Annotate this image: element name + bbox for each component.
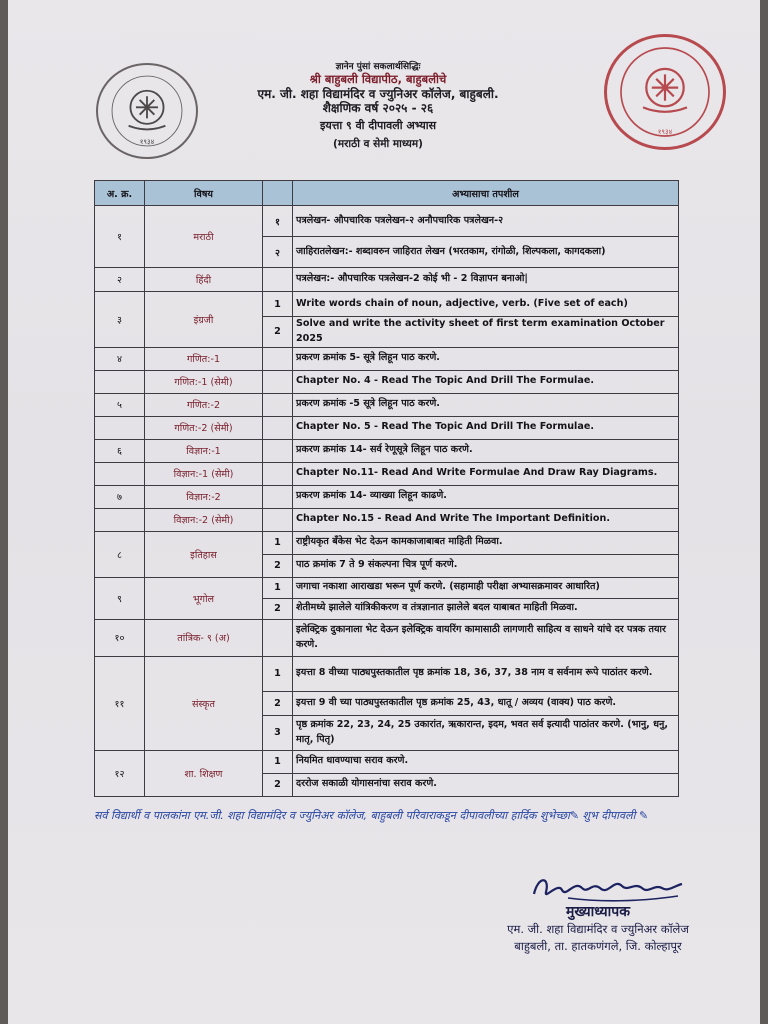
sr-cell: [95, 462, 145, 485]
signature-school: एम. जी. शहा विद्यामंदिर व ज्युनिअर कॉलेज: [507, 922, 689, 936]
item-no-cell: 2: [263, 773, 293, 796]
item-no-cell: [263, 370, 293, 393]
item-no-cell: [263, 485, 293, 508]
subject-cell: शा. शिक्षण: [145, 750, 263, 796]
sr-cell: २: [95, 268, 145, 292]
table-row: [95, 619, 679, 656]
table-row: [95, 347, 679, 370]
sr-cell: ९: [95, 577, 145, 619]
study-plan-table: [94, 180, 679, 797]
table-row: [95, 370, 679, 393]
greeting-text: सर्व विद्यार्थी व पालकांना एम.जी. शहा विद्यामंदिर व ज्युनिअर कॉलेज, बाहुबली परिवाराकडून दीपावलीच्या हार्दिक शुभेच्छा: [94, 809, 570, 822]
details-cell: प्रकरण क्रमांक 5- सूत्रे लिहून पाठ करणे.: [293, 347, 679, 370]
table-row: [95, 485, 679, 508]
document-page: [8, 0, 760, 1024]
item-no-cell: [263, 268, 293, 292]
item-no-cell: 1: [263, 577, 293, 598]
medium-label: (मराठी व सेमी माध्यम): [333, 137, 423, 150]
details-cell: Chapter No. 5 - Read The Topic And Drill The Formulae.: [293, 416, 679, 439]
logo-right-year: १९३४: [657, 128, 673, 136]
pen-icon: ✎: [638, 809, 649, 822]
sr-cell: [95, 416, 145, 439]
logo-left-year: १९३४: [139, 138, 155, 146]
details-cell: नियमित धावण्याचा सराव करणे.: [293, 750, 679, 773]
subject-cell: विज्ञान:-1: [145, 439, 263, 462]
item-no-cell: [263, 439, 293, 462]
header-sr: अ. क्र.: [95, 181, 145, 206]
header-details: अभ्यासाचा तपशील: [293, 181, 679, 206]
sr-cell: ४: [95, 347, 145, 370]
table-row: [95, 462, 679, 485]
details-cell: जाहिरातलेखन:- शब्दावरुन जाहिरात लेखन (भरतकाम, रांगोळी, शिल्पकला, कागदकला): [293, 237, 679, 268]
sr-cell: ११: [95, 656, 145, 750]
school-name: एम. जी. शहा विद्यामंदिर व ज्युनिअर कॉलेज, बाहुबली.: [257, 86, 499, 101]
item-no-cell: 3: [263, 715, 293, 750]
sr-cell: ५: [95, 393, 145, 416]
item-no-cell: [263, 462, 293, 485]
sr-cell: ७: [95, 485, 145, 508]
details-cell: जगाचा नकाशा आराखडा भरून पूर्ण करणे. (सहामाही परीक्षा अभ्यासक्रमावर आधारित): [293, 577, 679, 598]
item-no-cell: १: [263, 206, 293, 237]
pen-icon: ✎: [569, 809, 580, 822]
details-cell: पृष्ठ क्रमांक 22, 23, 24, 25 उकारांत, ऋकारान्त, इदम, भवत सर्व इत्यादी पाठांतर करणे. (भानु, धनु, मातृ, पितृ): [293, 715, 679, 750]
sr-cell: १: [95, 206, 145, 268]
details-cell: पत्रलेखन- औपचारिक पत्रलेखन-२ अनौपचारिक पत्रलेखन-२: [293, 206, 679, 237]
table-row: [95, 656, 679, 691]
motto: ज्ञानेन पुंसां सकलार्थसिद्धिः: [335, 62, 421, 72]
academic-year: शैक्षणिक वर्ष २०२५ - २६: [322, 100, 434, 115]
sr-cell: [95, 370, 145, 393]
subject-cell: संस्कृत: [145, 656, 263, 750]
item-no-cell: [263, 508, 293, 531]
item-no-cell: [263, 619, 293, 656]
item-no-cell: 1: [263, 531, 293, 554]
subject-cell: गणित:-1: [145, 347, 263, 370]
subject-cell: भूगोल: [145, 577, 263, 619]
subject-cell: विज्ञान:-1 (सेमी): [145, 462, 263, 485]
subject-cell: विज्ञान:-2: [145, 485, 263, 508]
table-row: [95, 206, 679, 237]
subject-cell: इतिहास: [145, 531, 263, 577]
item-no-cell: 2: [263, 554, 293, 577]
sr-cell: [95, 508, 145, 531]
header-subject: विषय: [145, 181, 263, 206]
sr-cell: १०: [95, 619, 145, 656]
item-no-cell: 1: [263, 750, 293, 773]
details-cell: शेतीमध्ये झालेले यांत्रिकीकरण व तंत्रज्ञानात झालेले बदल याबाबत माहिती मिळवा.: [293, 598, 679, 619]
details-cell: Chapter No.15 - Read And Write The Important Definition.: [293, 508, 679, 531]
signature-block: [468, 902, 728, 956]
signature-address: बाहुबली, ता. हातकणंगले, जि. कोल्हापूर: [514, 939, 682, 954]
school-logo-left: [96, 63, 198, 159]
table-row: [95, 508, 679, 531]
school-stamp-right: [604, 34, 726, 150]
item-no-cell: 1: [263, 656, 293, 691]
table-row: [95, 292, 679, 317]
subject-cell: गणित:-2: [145, 393, 263, 416]
table-header-row: [95, 181, 679, 206]
sr-cell: ३: [95, 292, 145, 348]
subject-cell: मराठी: [145, 206, 263, 268]
table-row: [95, 393, 679, 416]
principal-title: मुख्याध्यापक: [565, 904, 631, 920]
item-no-cell: [263, 347, 293, 370]
details-cell: इयत्ता 9 वी च्या पाठ्यपुस्तकातील पृष्ठ क्रमांक 25, 43, धातू / अव्यय (वाक्य) पाठ करणे.: [293, 691, 679, 715]
item-no-cell: 1: [263, 292, 293, 317]
subject-cell: विज्ञान:-2 (सेमी): [145, 508, 263, 531]
diwali-greeting: [94, 806, 674, 826]
subject-cell: हिंदी: [145, 268, 263, 292]
details-cell: प्रकरण क्रमांक -5 सूत्रे लिहून पाठ करणे.: [293, 393, 679, 416]
item-no-cell: 2: [263, 691, 293, 715]
item-no-cell: 2: [263, 317, 293, 348]
table-row: [95, 439, 679, 462]
sr-cell: १२: [95, 750, 145, 796]
table-row: [95, 750, 679, 773]
details-cell: Write words chain of noun, adjective, verb. (Five set of each): [293, 292, 679, 317]
details-cell: Solve and write the activity sheet of first term examination October 2025: [293, 317, 679, 348]
item-no-cell: २: [263, 237, 293, 268]
sr-cell: ८: [95, 531, 145, 577]
organization-name: श्री बाहुबली विद्यापीठ, बाहुबलीचे: [309, 71, 447, 86]
details-cell: पत्रलेखन:- औपचारिक पत्रलेखन-2 कोई भी - 2 विज्ञापन बनाओ|: [293, 268, 679, 292]
table-row: [95, 577, 679, 598]
details-cell: Chapter No. 4 - Read The Topic And Drill The Formulae.: [293, 370, 679, 393]
subject-cell: गणित:-2 (सेमी): [145, 416, 263, 439]
table-row: [95, 416, 679, 439]
details-cell: दररोज सकाळी योगासनांचा सराव करणे.: [293, 773, 679, 796]
details-cell: इयत्ता 8 वीच्या पाठ्यपुस्तकातील पृष्ठ क्रमांक 18, 36, 37, 38 नाम व सर्वनाम रूपे पाठांतर करणे.: [293, 656, 679, 691]
subject-cell: इंग्रजी: [145, 292, 263, 348]
details-cell: पाठ क्रमांक 7 ते 9 संकल्पना चित्र पूर्ण करणे.: [293, 554, 679, 577]
document-header: [188, 62, 568, 150]
item-no-cell: 2: [263, 598, 293, 619]
sr-cell: ६: [95, 439, 145, 462]
wish-text: शुभ दीपावली: [582, 809, 636, 822]
page-title: इयत्ता ९ वी दीपावली अभ्यास: [319, 119, 437, 133]
item-no-cell: [263, 393, 293, 416]
details-cell: Chapter No.11- Read And Write Formulae And Draw Ray Diagrams.: [293, 462, 679, 485]
details-cell: प्रकरण क्रमांक 14- सर्व रेणूसूत्रे लिहून पाठ करणे.: [293, 439, 679, 462]
details-cell: राष्ट्रीयकृत बँकेस भेट देऊन कामकाजाबाबत माहिती मिळवा.: [293, 531, 679, 554]
table-row: [95, 531, 679, 554]
details-cell: इलेक्ट्रिक दुकानाला भेट देऊन इलेक्ट्रिक वायरिंग कामासाठी लागणारी साहित्य व साधने यांचे दर पत्रक तयार करणे.: [293, 619, 679, 656]
subject-cell: तांत्रिक- ९ (अ): [145, 619, 263, 656]
item-no-cell: [263, 416, 293, 439]
table-row: [95, 268, 679, 292]
details-cell: प्रकरण क्रमांक 14- व्याख्या लिहून काढणे.: [293, 485, 679, 508]
header-blank: [263, 181, 293, 206]
subject-cell: गणित:-1 (सेमी): [145, 370, 263, 393]
